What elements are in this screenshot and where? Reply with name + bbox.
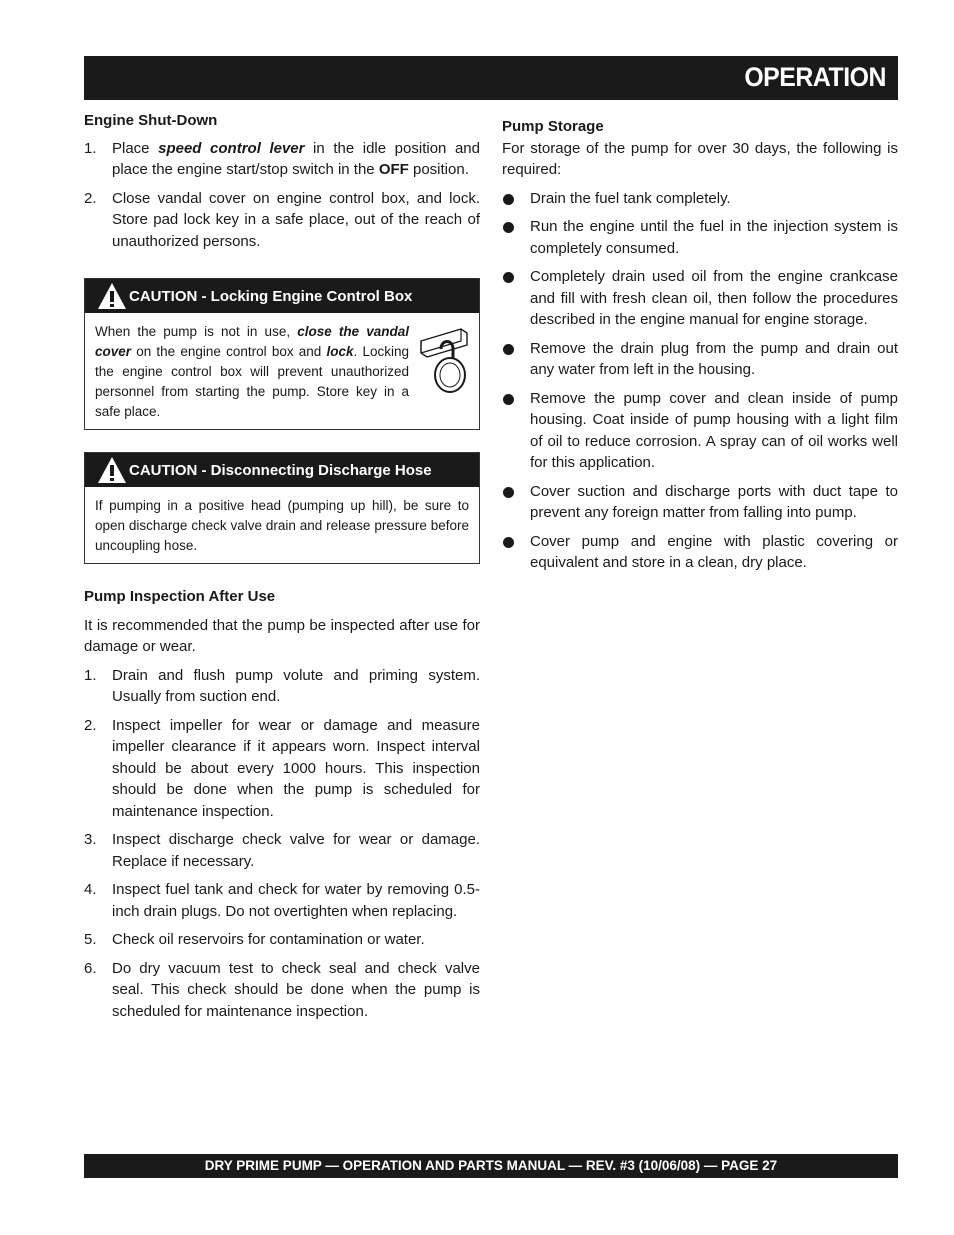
step-number: 4. bbox=[84, 881, 97, 898]
list-item bbox=[502, 338, 898, 381]
storage-list bbox=[502, 188, 898, 574]
bullet-text: Remove the drain plug from the pump and drain out any water from left in the housing. bbox=[530, 339, 898, 378]
list-item bbox=[502, 188, 898, 210]
emphasis-text: lock bbox=[326, 344, 354, 359]
strong-text: OFF bbox=[378, 161, 409, 178]
inspection-steps bbox=[84, 665, 480, 1023]
list-item bbox=[84, 958, 480, 1023]
bullet-icon bbox=[503, 272, 514, 283]
step-text: Drain and flush pump volute and priming system. Usually from suction end. bbox=[112, 666, 480, 705]
step-number: 6. bbox=[84, 959, 97, 977]
list-item bbox=[84, 138, 480, 181]
step-number: 5. bbox=[84, 931, 97, 948]
caution-title: CAUTION - Locking Engine Control Box bbox=[129, 288, 413, 305]
list-item bbox=[502, 388, 898, 474]
bullet-text: Cover suction and discharge ports with duct tape to prevent any foreign matter from falling into pump. bbox=[530, 482, 898, 521]
bullet-icon bbox=[503, 344, 514, 355]
step-text: Do dry vacuum test to check seal and check valve seal. This check should be done when the pump is scheduled for maintenance inspection. bbox=[112, 959, 480, 1020]
caution-body: If pumping in a positive head (pumping up hill), be sure to open discharge check valve drain and release pressure before uncoupling hose. bbox=[95, 498, 469, 553]
list-item bbox=[502, 481, 898, 524]
list-item bbox=[84, 929, 480, 951]
caution-box-discharge bbox=[84, 452, 480, 564]
caution-text: . Locking the engine control box will prevent unauthorized personnel from starting the pump. Store key in a safe place. bbox=[95, 344, 409, 419]
list-item bbox=[502, 216, 898, 259]
warning-triangle-icon bbox=[97, 456, 127, 491]
step-text: Inspect fuel tank and check for water by removing 0.5-inch drain plugs. Do not overtighten when replacing. bbox=[112, 881, 480, 920]
right-column bbox=[502, 116, 898, 581]
bullet-text: Drain the fuel tank completely. bbox=[530, 189, 731, 207]
list-item bbox=[84, 665, 480, 708]
step-number: 3. bbox=[84, 831, 97, 848]
shutdown-heading: Engine Shut-Down bbox=[84, 112, 218, 129]
step-text: Inspect impeller for wear or damage and measure impeller clearance if it appears worn. Inspect interval should be about every 1000 hours. This inspection should be done when the pump is scheduled for maintenance inspection. bbox=[112, 716, 480, 820]
step-text: Inspect discharge check valve for wear or damage. Replace if necessary. bbox=[112, 831, 480, 870]
step-number: 1. bbox=[84, 139, 97, 157]
storage-intro: For storage of the pump for over 30 days, the following is required: bbox=[502, 139, 898, 178]
list-item bbox=[502, 266, 898, 331]
step-number: 1. bbox=[84, 666, 97, 684]
page-footer: DRY PRIME PUMP — OPERATION AND PARTS MANUAL — REV. #3 (10/06/08) — PAGE 27 bbox=[84, 1154, 898, 1178]
padlock-icon bbox=[415, 323, 471, 403]
bullet-icon bbox=[503, 537, 514, 548]
step-text: Close vandal cover on engine control box, and lock. Store pad lock key in a safe place, out of the reach of unauthorized persons. bbox=[112, 189, 480, 250]
bullet-icon bbox=[503, 222, 514, 233]
inspection-heading: Pump Inspection After Use bbox=[84, 588, 276, 605]
caution-title: CAUTION - Disconnecting Discharge Hose bbox=[129, 462, 432, 479]
emphasis-text: close the vandal cover bbox=[95, 324, 409, 359]
caution-box-locking bbox=[84, 278, 480, 430]
header-bar bbox=[84, 56, 898, 100]
caution-body bbox=[85, 313, 479, 429]
inspection-intro: It is recommended that the pump be inspected after use for damage or wear. bbox=[84, 616, 480, 655]
page-title: OPERATION bbox=[744, 62, 886, 92]
bullet-text: Remove the pump cover and clean inside of pump housing. Coat inside of pump housing with a light film of oil to reduce corrosion. A spray can of oil works well for this application. bbox=[530, 389, 898, 471]
caution-header bbox=[85, 453, 479, 487]
caution-header bbox=[85, 279, 479, 313]
bullet-text: Completely drain used oil from the engine crankcase and fill with fresh clean oil, then follow the procedures described in the engine manual for engine storage. bbox=[530, 268, 898, 328]
emphasis-text: speed control lever bbox=[158, 139, 305, 157]
bullet-text: Cover pump and engine with plastic covering or equivalent and store in a clean, dry place. bbox=[530, 532, 898, 571]
list-item bbox=[84, 829, 480, 872]
list-item bbox=[502, 531, 898, 574]
step-text: in the idle position and place the engine start/stop switch in the bbox=[112, 139, 480, 178]
warning-triangle-icon bbox=[97, 282, 127, 317]
left-column bbox=[84, 110, 480, 1029]
bullet-icon bbox=[503, 487, 514, 498]
storage-heading: Pump Storage bbox=[502, 118, 604, 135]
list-item bbox=[84, 715, 480, 823]
step-text: position. bbox=[408, 161, 469, 178]
bullet-icon bbox=[503, 194, 514, 205]
step-number: 2. bbox=[84, 189, 97, 207]
step-number: 2. bbox=[84, 716, 97, 734]
caution-text: on the engine control box and bbox=[131, 344, 327, 359]
bullet-icon bbox=[503, 394, 514, 405]
bullet-text: Run the engine until the fuel in the injection system is completely consumed. bbox=[530, 218, 898, 257]
shutdown-steps bbox=[84, 138, 480, 253]
list-item bbox=[84, 188, 480, 253]
caution-text: When the pump is not in use, bbox=[95, 324, 298, 339]
step-text: Place bbox=[112, 139, 159, 157]
list-item bbox=[84, 879, 480, 922]
step-text: Check oil reservoirs for contamination or water. bbox=[112, 931, 425, 948]
